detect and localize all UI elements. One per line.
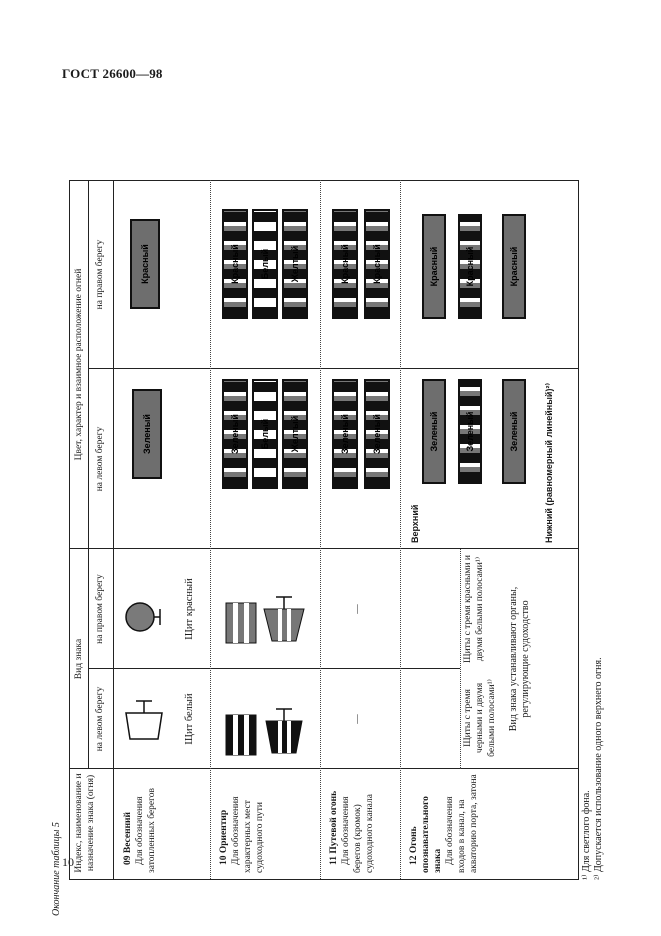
header-sign-right: на правом берегу	[95, 574, 105, 644]
row-12-label	[408, 773, 480, 873]
header-sign-left: на левом берегу	[95, 686, 105, 752]
row-10-label	[218, 773, 266, 873]
row-10-light-right-white: Белый	[252, 209, 278, 319]
row-11-desc: Для обозначения берегов (кромок) судоходного канала	[341, 794, 375, 873]
row-12-light-left-upper: Зеленый	[422, 379, 446, 484]
header-lights: Цвет, характер и взаимное расположение огней	[74, 268, 84, 461]
trapezoid-shield-icon	[124, 689, 164, 749]
header-lights-right: на правом берегу	[95, 239, 105, 310]
row-12-lower-label: Нижний (равномерный линейный)²⁾	[544, 382, 554, 543]
row-09-right-sign: Щит красный	[184, 578, 195, 640]
row-12-light-left-middle: Зеленый	[458, 379, 482, 484]
round-shield-icon	[122, 579, 162, 639]
row-10-index: 10 Ориентир	[219, 809, 229, 865]
row-09-light-left-green: Зеленый	[132, 389, 162, 479]
row-11-light-right-red-2: Красный	[364, 209, 390, 319]
row-10-light-left-white: Белый	[252, 379, 278, 489]
row-10-right-sign: Щиты с тремя красными и двумя белыми полосами¹⁾	[463, 555, 485, 663]
row-11-right-sign: —	[353, 604, 363, 614]
table-continuation-caption: Окончание таблицы 5	[51, 822, 62, 916]
row-10-light-left-green: Зеленый	[222, 379, 248, 489]
row-11-index: 11 Путевой огонь	[329, 790, 339, 865]
footnote-2: ²⁾ Допускается использование одного верхнего огня.	[593, 657, 604, 880]
row-12-index: 12 Огонь опознавательного знака	[409, 796, 443, 873]
row-12-upper-label: Верхний	[410, 504, 420, 543]
header-index-name: Индекс, наименование и назначение знака (огня)	[74, 773, 96, 873]
striped-shields-icon	[220, 671, 310, 761]
row-11-left-sign: —	[353, 714, 363, 724]
row-11-label	[328, 773, 376, 873]
row-11-light-left-green-1: Зеленый	[332, 379, 358, 489]
row-12-desc: Для обозначения входов в канал, на акваторию порта, затона	[445, 774, 479, 873]
row-09-light-right-red: Красный	[130, 219, 160, 309]
header-lights-left: на левом берегу	[95, 426, 105, 492]
footnote-1: ¹⁾ Для светлого фона.	[581, 790, 592, 880]
row-12-light-right-lower: Красный	[502, 214, 526, 319]
row-12-merged-sign: Вид знака устанавливают органы, регулирующие судоходство	[508, 586, 531, 732]
row-09-index: 09 Весенний	[123, 812, 133, 865]
row-10-light-left-yellow: Желтый	[282, 379, 308, 489]
row-12-light-right-upper: Красный	[422, 214, 446, 319]
row-10-left-sign: Щиты с тремя черными и двумя белыми полосами¹⁾	[463, 679, 497, 757]
row-09-label	[122, 773, 158, 873]
striped-red-shields-icon	[220, 563, 310, 653]
row-09-left-sign: Щит белый	[184, 693, 195, 745]
row-10-desc: Для обозначения характерных мест судоходного пути	[231, 796, 265, 873]
standard-code: ГОСТ 26600—98	[62, 66, 163, 81]
row-12-light-left-lower: Зеленый	[502, 379, 526, 484]
row-11-light-left-green-2: Зеленый	[364, 379, 390, 489]
signs-table	[69, 180, 579, 880]
header-sign-view: Вид знака	[74, 638, 84, 680]
rotated-table-area	[51, 110, 606, 920]
row-10-light-right-red: Красный	[222, 209, 248, 319]
row-11-light-right-red-1: Красный	[332, 209, 358, 319]
row-12-light-right-middle: Красный	[458, 214, 482, 319]
page-number: 10	[62, 855, 74, 869]
row-10-light-right-yellow: Желтый	[282, 209, 308, 319]
row-09-desc: Для обозначения затопленных берегов	[135, 787, 157, 873]
